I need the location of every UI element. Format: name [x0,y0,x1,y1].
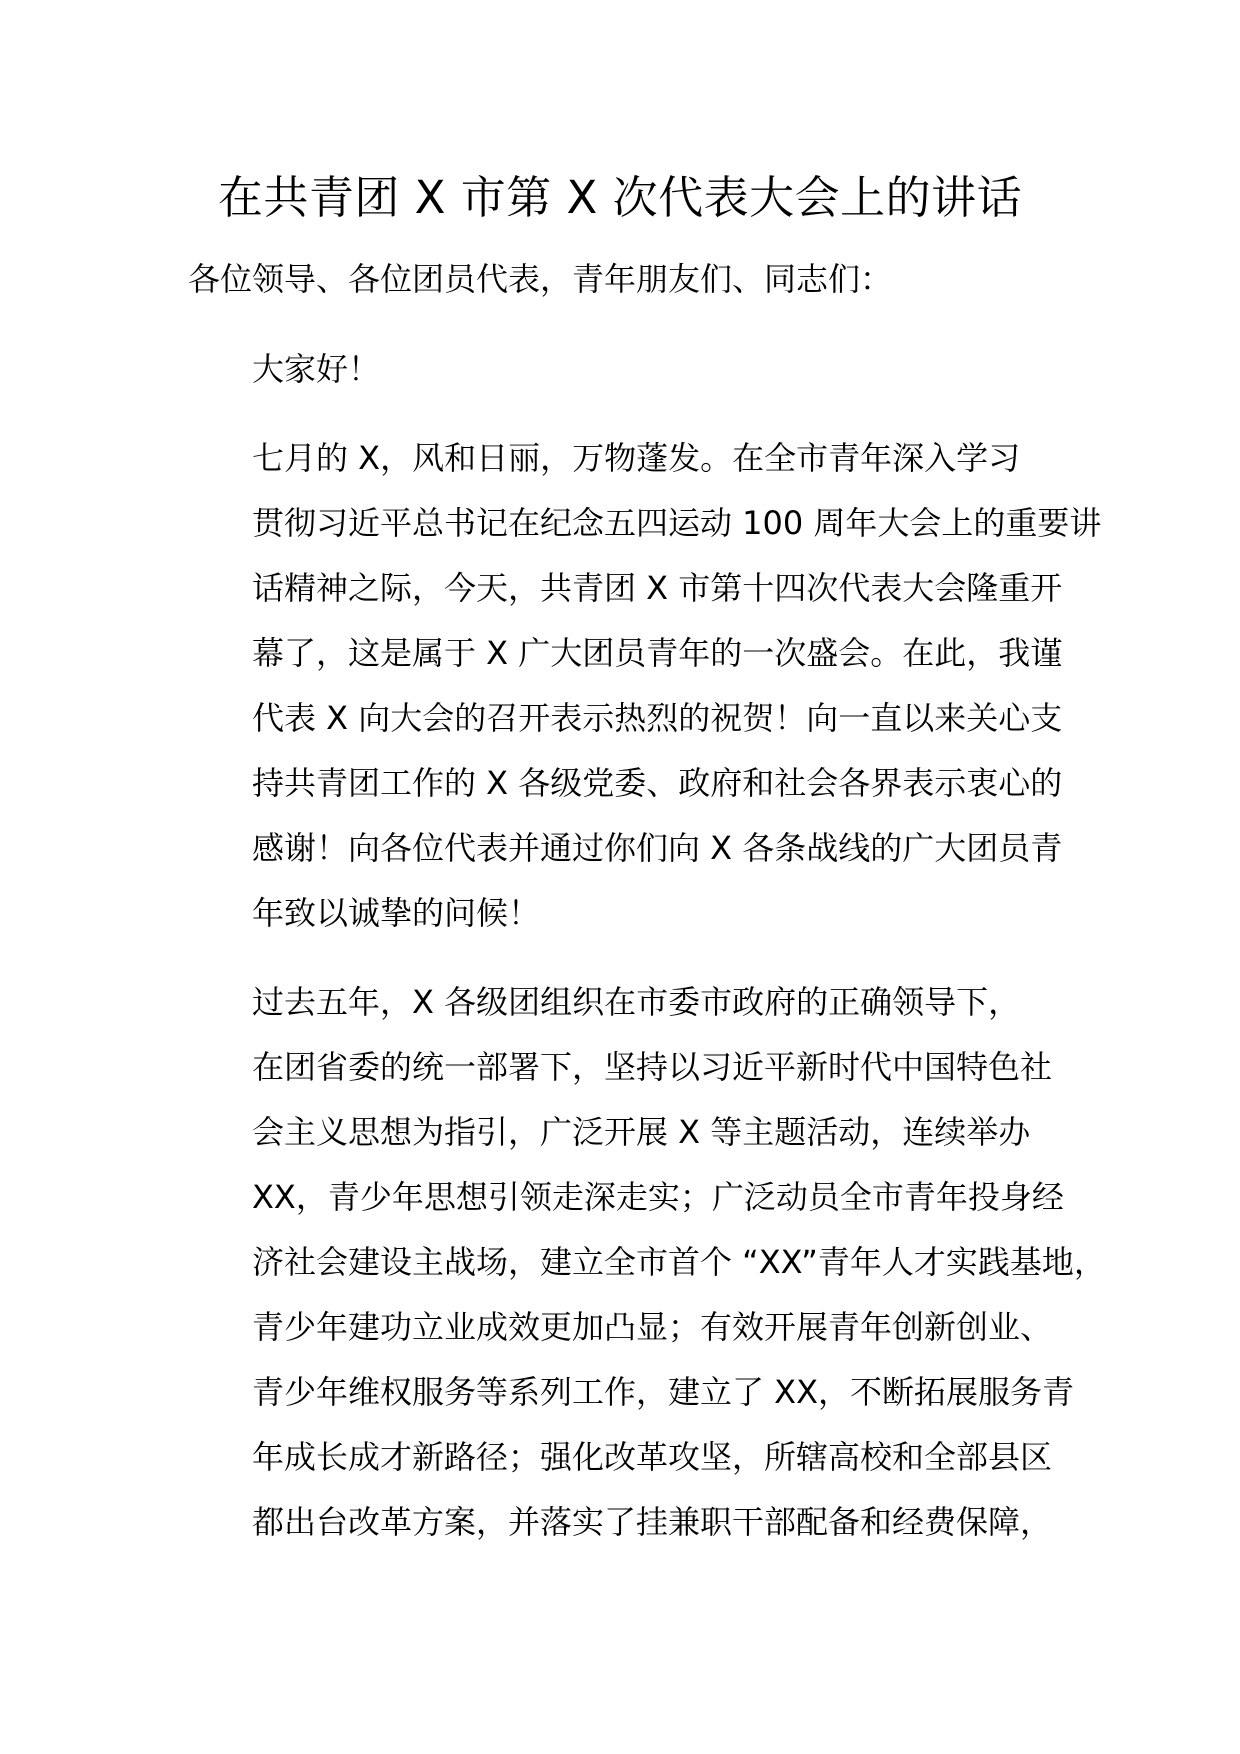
salutation: 各位领导、各位团员代表，青年朋友们、同志们： [188,260,893,298]
paragraph-2-line: 在团省委的统一部署下，坚持以习近平新时代中国特色社 [252,1048,1053,1086]
paragraph-2-line: 青少年维权服务等系列工作，建立了 XX，不断拓展服务青 [252,1373,1075,1411]
paragraph-2 [188,970,1106,1555]
paragraph-2-line: 济社会建设主战场，建立全市首个 “XX”青年人才实践基地， [252,1243,1106,1281]
paragraph-2-line: 会主义思想为指引，广泛开展 X 等主题活动，连续举办 [252,1113,1031,1151]
paragraph-1-line: 贯彻习近平总书记在纪念五四运动 100 周年大会上的重要讲 [252,504,1102,542]
paragraph-1-line: 感谢！向各位代表并通过你们向 X 各条战线的广大团员青 [252,829,1063,867]
paragraph-1-line: 七月的 X，风和日丽，万物蓬发。在全市青年深入学习 [252,439,1021,477]
document-title: 在共青团 X 市第 X 次代表大会上的讲话 [217,171,1023,224]
paragraph-1-line: 幕了，这是属于 X 广大团员青年的一次盛会。在此，我谨 [252,634,1063,672]
paragraph-2-line: 过去五年，X 各级团组织在市委市政府的正确领导下， [252,983,1021,1021]
paragraph-2-line: XX，青少年思想引领走深走实；广泛动员全市青年投身经 [252,1178,1064,1216]
paragraph-1-line: 年致以诚挚的问候！ [252,894,541,932]
paragraph-2-line: 年成长成才新路径；强化改革攻坚，所辖高校和全部县区 [252,1438,1053,1476]
paragraph-1-line: 代表 X 向大会的召开表示热烈的祝贺！向一直以来关心支 [252,699,1063,737]
greeting: 大家好！ [252,350,381,388]
paragraph-2-line: 都出台改革方案，并落实了挂兼职干部配备和经费保障， [252,1503,1053,1541]
paragraph-2-line: 青少年建功立业成效更加凸显；有效开展青年创新创业、 [252,1308,1053,1346]
paragraph-1-line: 持共青团工作的 X 各级党委、政府和社会各界表示衷心的 [252,764,1063,802]
paragraph-1-line: 话精神之际，今天，共青团 X 市第十四次代表大会隆重开 [252,569,1063,607]
paragraph-1 [188,426,1102,946]
